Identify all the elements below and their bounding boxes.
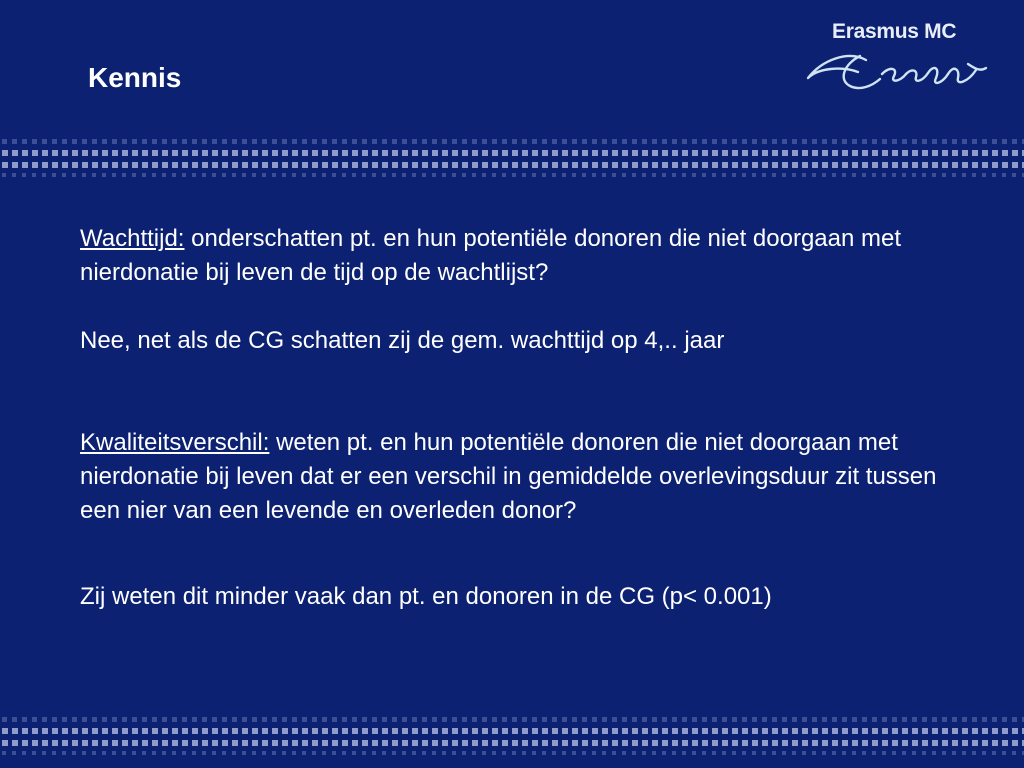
slide-content [80,222,940,614]
logo-wordmark: Erasmus MC [832,20,957,43]
answer-waiting-time: Nee, net als de CG schatten zij de gem. wachttijd op 4,.. jaar [80,327,725,354]
decorative-square-band-top [0,136,1024,178]
question-quality-difference [80,426,940,528]
term-waiting-time: Wachttijd: [80,225,185,252]
question-waiting-time [80,222,940,290]
erasmus-signature-icon [800,46,990,100]
answer-quality-difference: Zij weten dit minder vaak dan pt. en donoren in de CG (p< 0.001) [80,583,772,610]
question-quality-difference-text: weten pt. en hun potentiële donoren die niet doorgaan met nierdonatie bij leven dat er een verschil in gemiddelde overlevingsduur zit tussen een nier van een levende en overleden donor? [80,429,937,524]
decorative-square-band-bottom [0,714,1024,756]
erasmus-mc-logo [800,16,990,100]
term-quality-difference: Kwaliteitsverschil: [80,429,270,456]
question-waiting-time-text: onderschatten pt. en hun potentiële donoren die niet doorgaan met nierdonatie bij leven de tijd op de wachtlijst? [80,225,902,286]
slide-title: Kennis [88,62,182,93]
